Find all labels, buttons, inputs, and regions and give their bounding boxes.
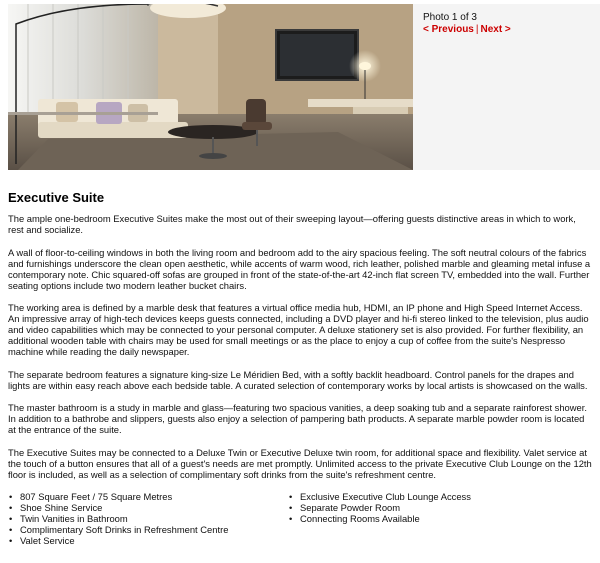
photo-nav bbox=[423, 24, 511, 36]
suite-title: Executive Suite bbox=[8, 190, 105, 205]
photo-gallery bbox=[8, 4, 600, 170]
intro-paragraph: The ample one-bedroom Executive Suites make the most out of their sweeping layout—offering guests distinctive areas in which to work, rest and socialize. bbox=[8, 213, 576, 235]
amenities-column-right bbox=[288, 491, 471, 546]
connectivity-paragraph: The Executive Suites may be connected to a Deluxe Twin or Executive Deluxe twin room, for additional space and flexibility. Valet service at the touch of a button ensures that all of a guest's needs are met promptly. Unlimited access to the private Executive Club Lounge on the 12th floor is included, as well as a selection of complimentary soft drinks from the suite's refreshment centre. bbox=[8, 446, 592, 480]
suite-living-room-photo[interactable] bbox=[8, 4, 413, 170]
living-room-paragraph: A wall of floor-to-ceiling windows in both the living room and bedroom add to the airy spacious feeling. The soft neutral colours of the fabrics and furnishings underscore the clean open aesthetic, while accents of warm wood, rich leather, polished marble and gleaming metal infuse a contemporary note. Chic squared-off sofas are grouped in front of the state-of-the-art 42-inch flat screen TV, embedded into the wall. Further seating options include two modern leather bucket chairs. bbox=[8, 246, 591, 291]
list-item: • Shoe Shine Service bbox=[8, 502, 288, 513]
list-item: • Connecting Rooms Available bbox=[288, 513, 471, 524]
next-photo-link[interactable]: Next > bbox=[480, 24, 511, 35]
nav-separator: | bbox=[475, 24, 479, 35]
suite-photo-illustration bbox=[8, 4, 413, 170]
bedroom-paragraph: The separate bedroom features a signature king-size Le Méridien Bed, with a softly backlit headboard. Control panels for the drapes and lights are within easy reach above each bedside table. A curated selection of contemporary works by local artists is showcased on the walls. bbox=[8, 368, 588, 391]
photo-meta bbox=[423, 12, 511, 36]
list-item: • Valet Service bbox=[8, 535, 288, 546]
list-item: • Separate Powder Room bbox=[288, 502, 471, 513]
list-item: • Complimentary Soft Drinks in Refreshment Centre bbox=[8, 524, 288, 535]
list-item: • 807 Square Feet / 75 Square Metres bbox=[8, 491, 288, 502]
bathroom-paragraph: The master bathroom is a study in marble and glass—featuring two spacious vanities, a deep soaking tub and a separate rainforest shower. In addition to a bathrobe and slippers, guests also enjoy a selection of pampering bath products. A separate marble powder room is located at the entrance of the suite. bbox=[8, 402, 587, 435]
amenities-column-left bbox=[8, 491, 288, 546]
previous-photo-link[interactable]: < Previous bbox=[423, 24, 474, 35]
list-item: • Exclusive Executive Club Lounge Access bbox=[288, 491, 471, 502]
list-item: • Twin Vanities in Bathroom bbox=[8, 513, 288, 524]
amenities-list bbox=[8, 491, 594, 546]
photo-counter: Photo 1 of 3 bbox=[423, 12, 477, 23]
working-area-paragraph: The working area is defined by a marble desk that features a virtual office media hub, HDMI, an IP phone and High Speed Internet Access. An impressive array of high-tech devices keeps guests connected, including a DVD player and hi-fi stereo linked to the television, plus audio and video capabilities which may be connected to your personal computer. A deluxe stationery set is also provided. For further flexibility, an additional wooden table with chairs may be used for small meetings or as the place to enjoy a cup of coffee from the suite's Nespresso machine while reading the daily newspaper. bbox=[8, 302, 589, 357]
suite-description bbox=[8, 190, 594, 546]
